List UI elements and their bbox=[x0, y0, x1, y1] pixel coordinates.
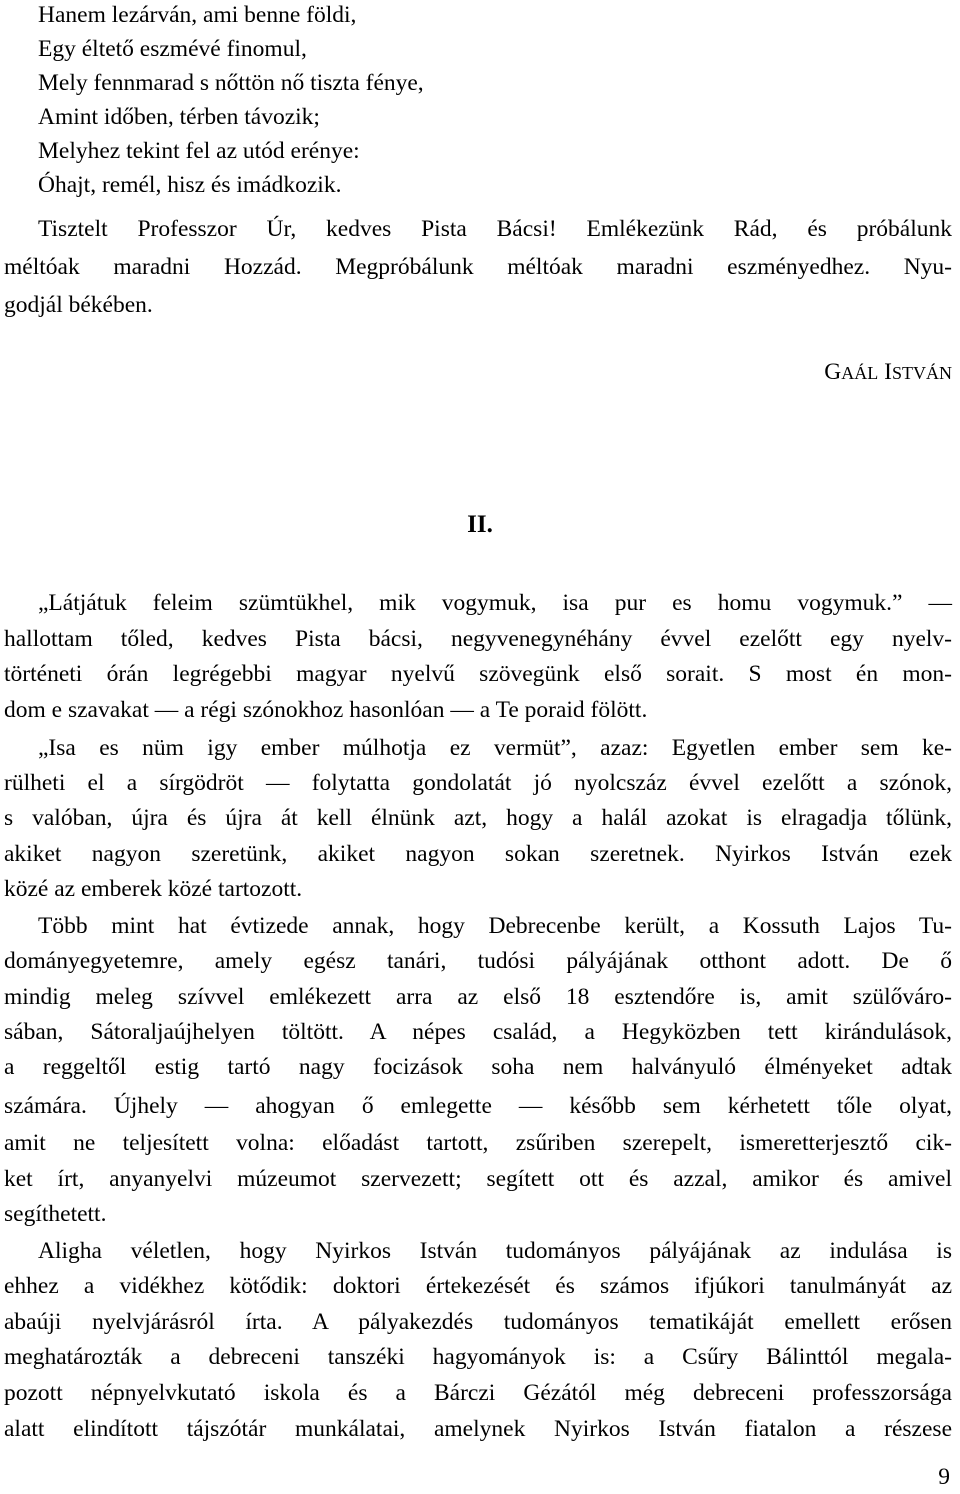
text-line: számára. Újhely — ahogyan ő emlegette — később sem kérhetett tőle olyat, bbox=[4, 1093, 952, 1119]
section-heading: II. bbox=[467, 511, 493, 538]
text-line: pozott népnyelvkutató iskola és a Bárczi Gézától még debreceni professzorsága bbox=[4, 1380, 952, 1406]
poem-line: Hanem lezárván, ami benne földi, bbox=[38, 2, 357, 28]
text-line: mindig meleg szívvel emlékezett arra az első 18 esztendőre is, amit szülőváro- bbox=[4, 984, 952, 1010]
poem-line: Egy éltető eszmévé finomul, bbox=[38, 36, 307, 62]
text-line: Tisztelt Professzor Úr, kedves Pista Bácsi! Emlékezünk Rád, és próbálunk bbox=[38, 216, 952, 242]
text-line: ket írt, anyanyelvi múzeumot szervezett; segített ott és azzal, amikor és amivel bbox=[4, 1166, 952, 1192]
text-line: „Látjátuk feleim szümtükhel, mik vogymuk, isa pur es homu vogymuk.” — bbox=[38, 590, 952, 616]
text-line: abaúji nyelvjárásról írta. A pályakezdés tudományos tematikáját emellett erősen bbox=[4, 1309, 952, 1335]
text-line: godjál békében. bbox=[4, 292, 153, 318]
signature-part: STVÁN bbox=[891, 363, 952, 383]
text-line: sában, Sátoraljaújhelyen töltött. A népes család, a Hegyközben tett kirándulások, bbox=[4, 1019, 952, 1045]
text-line: hallottam tőled, kedves Pista bácsi, negyvenegynéhány évvel ezelőtt egy nyelv- bbox=[4, 626, 952, 652]
text-line: segíthetett. bbox=[4, 1201, 107, 1227]
text-line: Több mint hat évtizede annak, hogy Debrecenbe került, a Kossuth Lajos Tu- bbox=[38, 913, 952, 939]
text-line: történeti órán legrégebbi magyar nyelvű szövegünk első sorait. S most én mon- bbox=[4, 661, 952, 687]
text-line: s valóban, újra és újra át kell élnünk azt, hogy a halál azokat is elragadja tőlünk, bbox=[4, 805, 952, 831]
signature-part: I bbox=[884, 359, 892, 385]
text-line: meghatározták a debreceni tanszéki hagyományok is: a Csűry Bálinttól megala- bbox=[4, 1344, 952, 1370]
text-line: ehhez a vidékhez kötődik: doktori értekezését és számos ifjúkori tanulmányát az bbox=[4, 1273, 952, 1299]
text-line: Aligha véletlen, hogy Nyirkos István tudományos pályájának az indulása is bbox=[38, 1238, 952, 1264]
signature-part: G bbox=[824, 359, 842, 385]
text-line: dományegyetemre, amely egész tanári, tudósi pályájának otthont adott. De ő bbox=[4, 948, 952, 974]
poem-line: Melyhez tekint fel az utód erénye: bbox=[38, 138, 360, 164]
poem-line: Mely fennmarad s nőttön nő tiszta fénye, bbox=[38, 70, 424, 96]
text-line: a reggeltől estig tartó nagy focizások soha nem halványuló élményeket adtak bbox=[4, 1054, 952, 1080]
text-line: dom e szavakat — a régi szónokhoz hasonlóan — a Te poraid fölött. bbox=[4, 697, 648, 723]
poem-line: Amint időben, térben távozik; bbox=[38, 104, 320, 130]
text-line: rülheti el a sírgödröt — folytatta gondolatát jó nyolcszáz évvel ezelőtt a szónok, bbox=[4, 770, 952, 796]
text-line: amit ne teljesített volna: előadást tartott, zsűriben szerepelt, ismeretterjesztő cik- bbox=[4, 1130, 952, 1156]
page-number: 9 bbox=[938, 1464, 950, 1490]
text-line: közé az emberek közé tartozott. bbox=[4, 876, 303, 902]
signature-part: AÁL bbox=[841, 363, 879, 383]
text-line: akiket nagyon szeretünk, akiket nagyon sokan szeretnek. Nyirkos István ezek bbox=[4, 841, 952, 867]
text-line: méltóak maradni Hozzád. Megpróbálunk méltóak maradni eszményedhez. Nyu- bbox=[4, 254, 952, 280]
text-line: „Isa es nüm igy ember múlhotja ez vermüt”, azaz: Egyetlen ember sem ke- bbox=[38, 735, 952, 761]
author-signature bbox=[824, 357, 952, 388]
text-line: alatt elindított tájszótár munkálatai, amelynek Nyirkos István fiatalon a részese bbox=[4, 1416, 952, 1442]
poem-line: Óhajt, remél, hisz és imádkozik. bbox=[38, 172, 342, 198]
